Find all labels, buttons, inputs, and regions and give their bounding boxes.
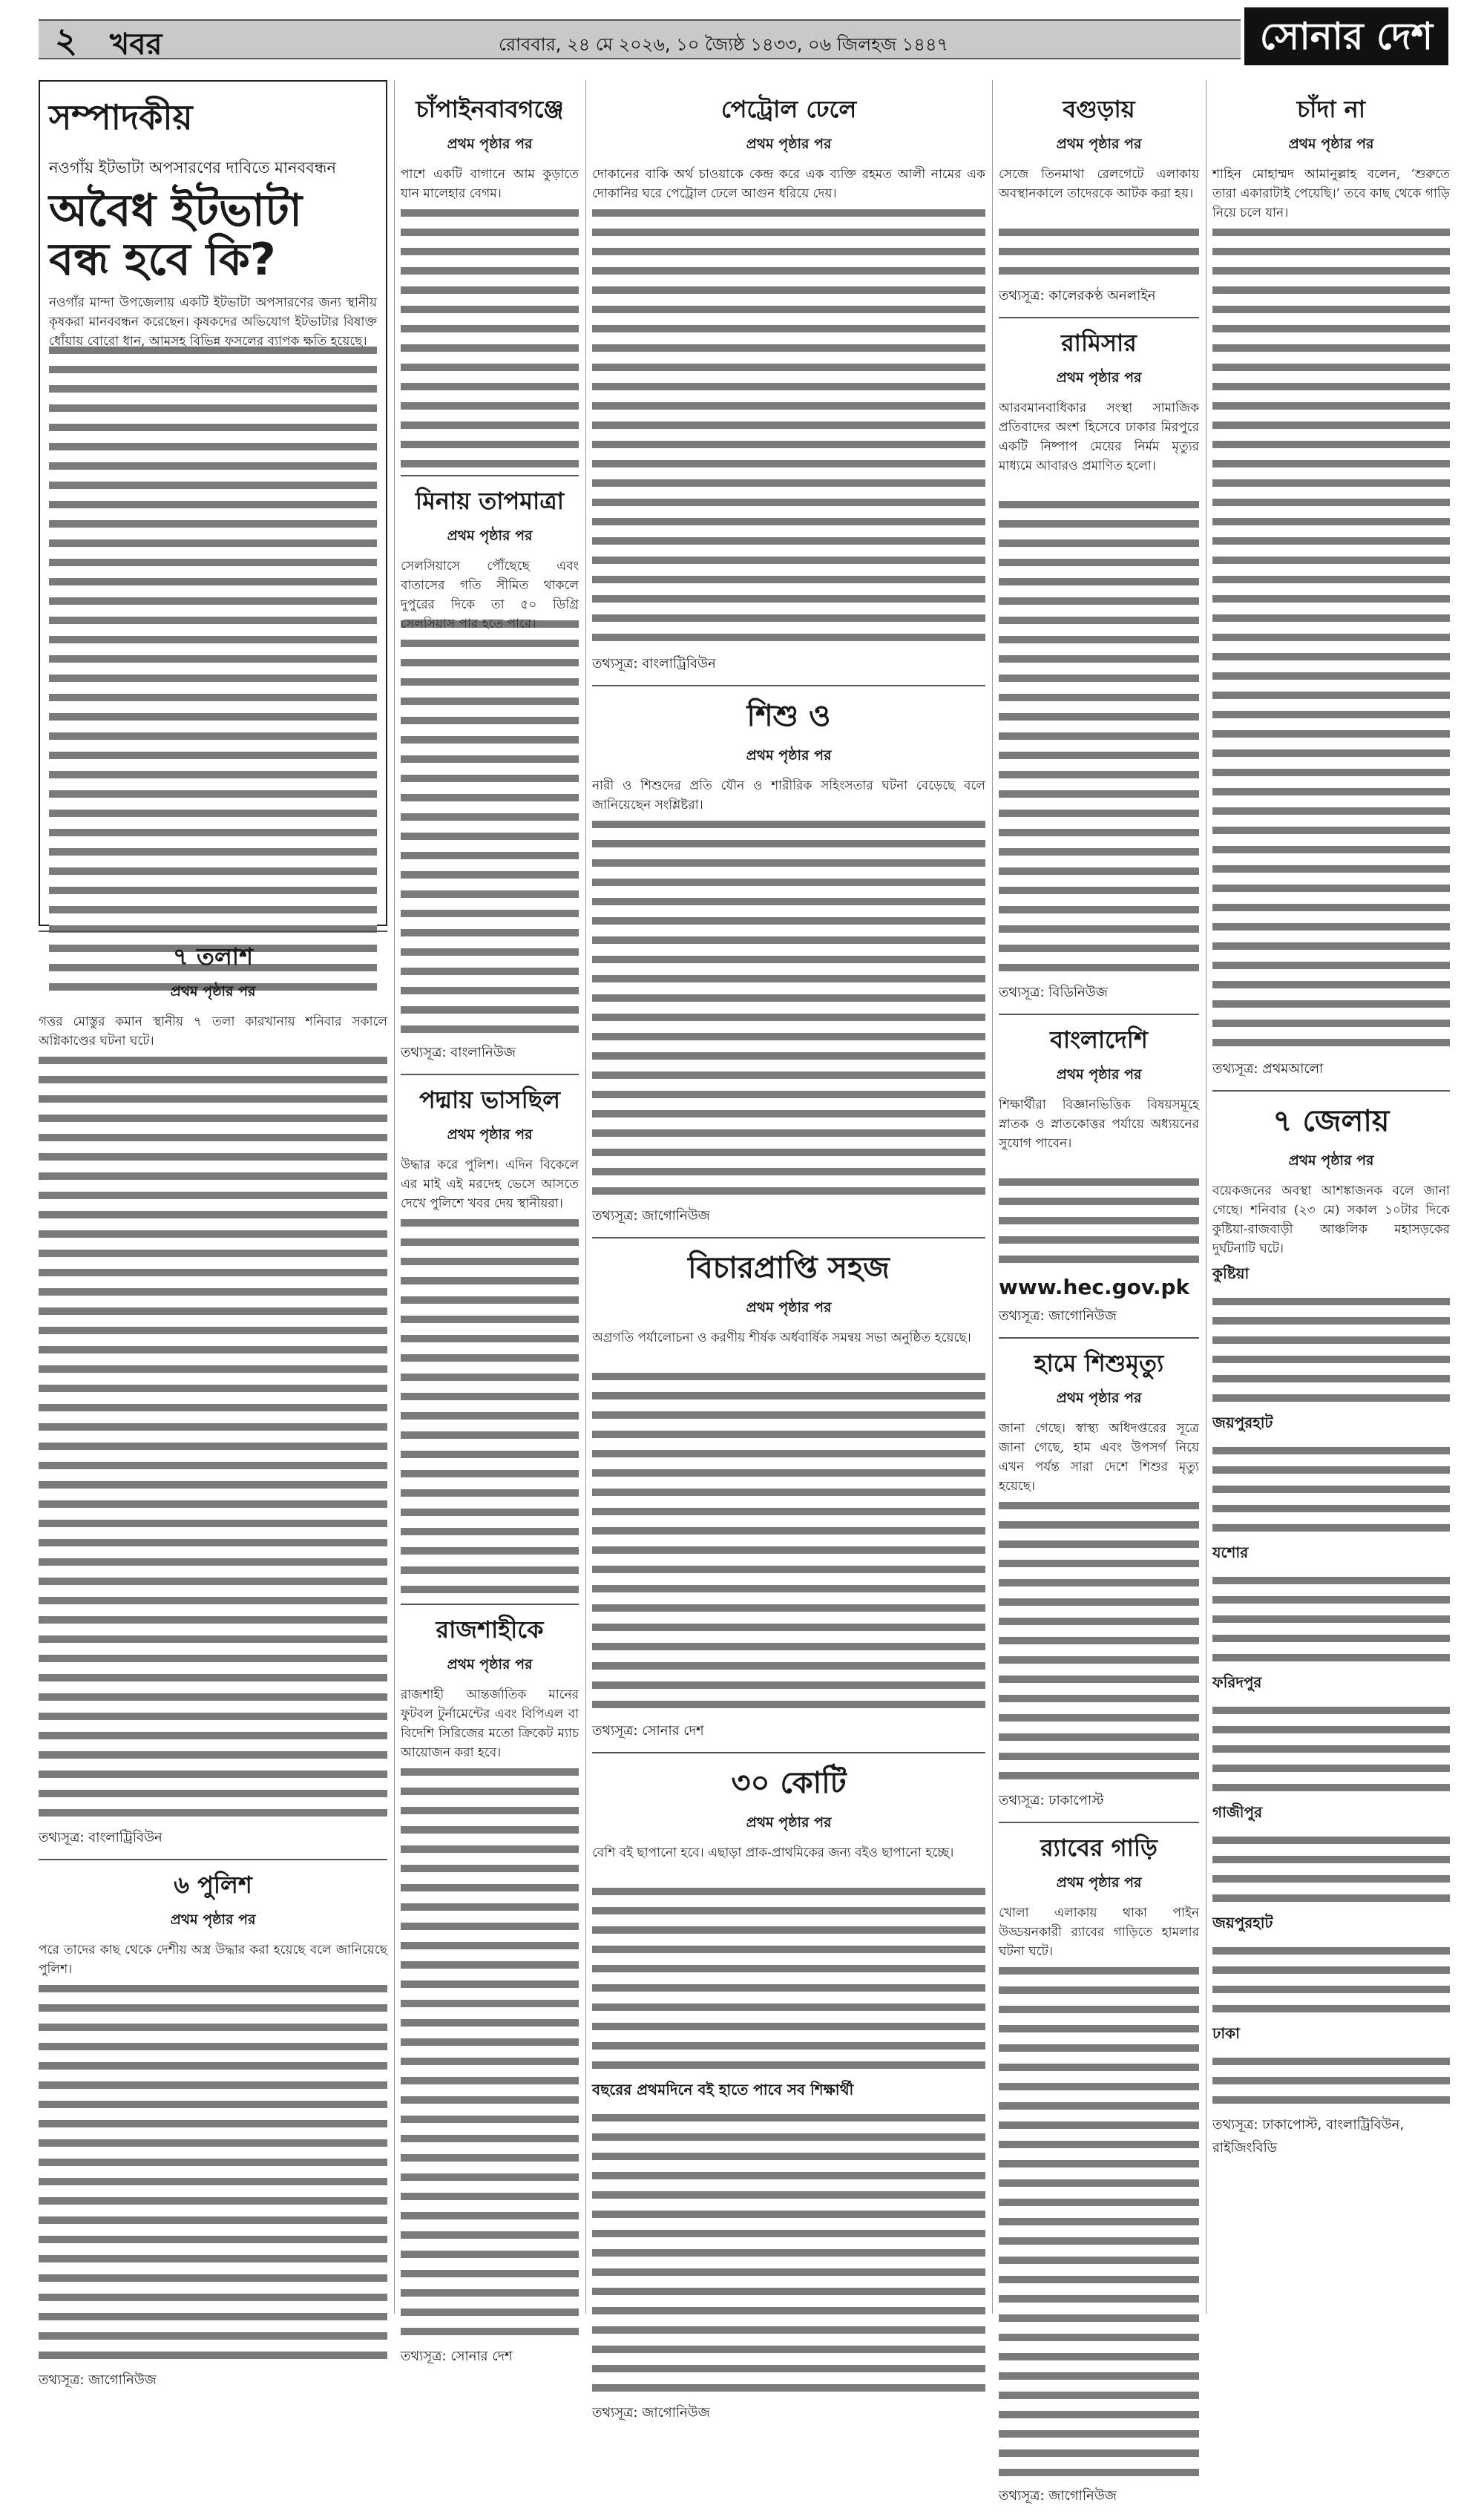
story-chanda-continued: প্রথম পৃষ্ঠার পর bbox=[1288, 136, 1374, 152]
story-7jela-source: তথ্যসূত্র: ঢাকাপোস্ট, বাংলাট্রিবিউন, রাইজিংবিডি bbox=[1212, 2117, 1405, 2156]
story-bichar-source: তথ্যসূত্র: সোনার দেশ bbox=[592, 1723, 704, 1739]
story-rab-headline: র‍্যাবের গাড়ি bbox=[999, 1822, 1199, 1869]
column-1 bbox=[39, 80, 387, 2401]
story-rajshahi-body bbox=[401, 1762, 579, 2341]
story-7tala-source: তথ্যসূত্র: বাংলাট্রিবিউন bbox=[39, 1830, 162, 1845]
story-7jela-subhead-faridpur: ফরিদপুর bbox=[1212, 1673, 1262, 1691]
story-7jela-body-1 bbox=[1212, 1292, 1450, 1408]
story-shishu-source: তথ্যসূত্র: জাগোনিউজ bbox=[592, 1208, 710, 1224]
story-6police-body bbox=[39, 1979, 387, 2365]
story-7jela-body-6 bbox=[1212, 1941, 1450, 2018]
story-bogura-source: তথ্যসূত্র: কালেরকণ্ঠ অনলাইন bbox=[999, 288, 1156, 303]
story-petrol-lead: দোকানের বাকি অর্থ চাওয়াকে কেন্দ্র করে এক ব্যক্তি রহমত আলী নামের এক দোকানির ঘরে পেট্রোল ঢেলে আগুন ধরিয়ে দেয়। bbox=[592, 167, 985, 201]
editorial-kicker: সম্পাদকীয় bbox=[49, 97, 193, 137]
story-minay-continued: প্রথম পৃষ্ঠার পর bbox=[447, 528, 533, 544]
story-6police-source: তথ্যসূত্র: জাগোনিউজ bbox=[39, 2372, 157, 2388]
story-shishu-body bbox=[592, 815, 985, 1201]
story-bangladeshi-body bbox=[999, 1172, 1199, 1269]
story-7jela-body-2 bbox=[1212, 1441, 1450, 1538]
story-bogura-headline: বগুড়ায় bbox=[1063, 95, 1135, 123]
story-ramisar-body bbox=[999, 495, 1199, 977]
column-2 bbox=[401, 80, 579, 2377]
story-bichar-headline: বিচারপ্রাপ্তি সহজ bbox=[592, 1237, 985, 1294]
story-rab-body bbox=[999, 1961, 1199, 2481]
story-minay-body bbox=[401, 614, 579, 1037]
story-padma-lead: উদ্ধার করে পুলিশ। এদিন বিকেলে এর মাই এই মরদেহ ভেসে আসতে দেখে পুলিশে খবর দেয় স্থানীয়রা। bbox=[401, 1158, 579, 1211]
editorial-headline: অবৈধ ইটভাটা বন্ধ হবে কি? bbox=[49, 185, 303, 286]
story-chanda-body bbox=[1212, 223, 1450, 1054]
story-ramisar-lead: আরবমানবাধিকার সংস্থা সামাজিক প্রতিবাদের অংশ হিসেবে ঢাকার মিরপুরে একটি নিষ্পাপ মেয়ের নির্মম মৃত্যুর মাধ্যমে আবারও প্রমাণিত হলো। bbox=[999, 401, 1199, 473]
column-5 bbox=[1212, 80, 1450, 2169]
story-hame-continued: প্রথম পৃষ্ঠার পর bbox=[1056, 1390, 1142, 1406]
story-rajshahi-headline: রাজশাহীকে bbox=[401, 1604, 579, 1651]
story-7tala-lead: গত্তর মোস্তুর কমান স্থানীয় ৭ তলা কারখানায় শনিবার সকালে অগ্নিকাণ্ডের ঘটনা ঘটে। bbox=[39, 1014, 387, 1049]
story-petrol-continued: প্রথম পৃষ্ঠার পর bbox=[746, 136, 832, 152]
story-rab-lead: খোলা এলাকায় থাকা পাইন উড্ডয়নকারী র‍্যাবের গাড়িতে হামলার ঘটনা ঘটে। bbox=[999, 1906, 1199, 1959]
story-hame-body bbox=[999, 1496, 1199, 1785]
story-petrol-headline: পেট্রোল ঢেলে bbox=[720, 95, 857, 123]
story-rajshahi-lead: রাজশাহী আন্তর্জাতিক মানের ফুটবল টুর্নামেন্টের এবং বিপিএল বা বিদেশি সিরিজের মতো ক্রিকেট ম্যাচ আয়োজন করা হবে। bbox=[401, 1687, 579, 1760]
story-7jela-body-3 bbox=[1212, 1571, 1450, 1667]
story-7tala-continued: প্রথম পৃষ্ঠার পর bbox=[170, 983, 256, 1000]
story-bogura-lead: সেজে তিনমাথা রেলগেটে এলাকায় অবস্থানকালে তাদেরকে আটক করা হয়। bbox=[999, 167, 1199, 201]
story-hame-lead: জানা গেছে। স্বাস্থ্য অধিদপ্তরের সূত্রে জানা গেছে, হাম এবং উপসর্গ নিয়ে এখন পর্যন্ত সারা দেশে শিশুর মৃত্যু হয়েছে। bbox=[999, 1421, 1199, 1494]
story-7jela-subhead-gazipur: গাজীপুর bbox=[1212, 1803, 1263, 1821]
story-7jela-subhead-joypurhat: জয়পুরহাট bbox=[1212, 1414, 1273, 1431]
story-shishu-lead: নারী ও শিশুদের প্রতি যৌন ও শারীরিক সহিংসতার ঘটনা বেড়েছে বলে জানিয়েছেন সংশ্লিষ্টরা। bbox=[592, 778, 985, 813]
story-7jela-continued: প্রথম পৃষ্ঠার পর bbox=[1288, 1152, 1374, 1169]
story-ramisar-continued: প্রথম পৃষ্ঠার পর bbox=[1056, 370, 1142, 386]
story-petrol-source: তথ্যসূত্র: বাংলাট্রিবিউন bbox=[592, 656, 716, 672]
story-7jela-subhead-dhaka: ঢাকা bbox=[1212, 2024, 1240, 2042]
story-rab-source: তথ্যসূত্র: জাগোনিউজ bbox=[999, 2488, 1117, 2504]
story-rajshahi-source: তথ্যসূত্র: সোনার দেশ bbox=[401, 2349, 513, 2364]
story-ramisar-source: তথ্যসূত্র: বিডিনিউজ bbox=[999, 985, 1108, 1000]
column-rule bbox=[394, 80, 395, 2314]
story-chapai-continued: প্রথম পৃষ্ঠার পর bbox=[447, 136, 533, 152]
story-shishu-continued: প্রথম পৃষ্ঠার পর bbox=[746, 747, 832, 764]
story-hame-headline: হামে শিশুমৃত্যু bbox=[999, 1337, 1199, 1385]
story-chanda-headline: চাঁদা না bbox=[1296, 95, 1366, 123]
story-padma-headline: পদ্মায় ভাসছিল bbox=[401, 1074, 579, 1121]
story-6police-continued: প্রথম পৃষ্ঠার পর bbox=[170, 1911, 256, 1928]
story-bogura-continued: প্রথম পৃষ্ঠার পর bbox=[1056, 136, 1142, 152]
story-shishu-headline: শিশু ও bbox=[592, 685, 985, 742]
story-30koti-headline: ৩০ কোটি bbox=[592, 1752, 985, 1809]
story-7jela-body-4 bbox=[1212, 1701, 1450, 1797]
section-label: খবর bbox=[110, 27, 162, 62]
story-7tala-headline: ৭ তলাশ bbox=[39, 931, 387, 978]
column-rule bbox=[585, 80, 586, 2314]
story-7jela-headline: ৭ জেলায় bbox=[1212, 1090, 1450, 1147]
editorial-lead: নওগাঁর মান্দা উপজেলায় একটি ইটভাটা অপসারণের জন্য স্থানীয় কৃষকরা মানববন্ধন করেছেন। কৃষকদের অভিযোগ ইটভাটার বিষাক্ত ধোঁয়ায় বোরো ধান, আমসহ বিভিন্ন ফসলের ব্যাপক ক্ষতি হয়েছে। bbox=[49, 295, 377, 349]
column-3 bbox=[592, 80, 985, 2434]
story-7jela-lead: বয়েকজনের অবস্থা আশঙ্কাজনক বলে জানা গেছে। শনিবার (২৩ মে) সকাল ১০টার দিকে কুষ্টিয়া-রাজবাড়ী আঞ্চলিক মহাসড়কের দুর্ঘটনাটি ঘটে। bbox=[1212, 1184, 1450, 1256]
column-rule bbox=[992, 80, 993, 2314]
story-ramisar-headline: রামিসার bbox=[999, 317, 1199, 364]
dateline: রোববার, ২৪ মে ২০২৬, ১০ জ্যৈষ্ঠ ১৪৩৩, ০৬ জিলহজ ১৪৪৭ bbox=[499, 34, 949, 55]
story-bangladeshi-source: তথ্যসূত্র: জাগোনিউজ bbox=[999, 1308, 1117, 1324]
story-30koti-source: তথ্যসূত্র: জাগোনিউজ bbox=[592, 2405, 710, 2421]
story-bangladeshi-continued: প্রথম পৃষ্ঠার পর bbox=[1056, 1066, 1142, 1083]
story-7jela-subhead-kushtia: কুষ্টিয়া bbox=[1212, 1264, 1250, 1282]
story-7jela-subhead-jashore: যশোর bbox=[1212, 1543, 1249, 1561]
story-minay-lead: সেলসিয়াসে পৌঁছেছে এবং বাতাসের গতি সীমিত থাকলে দুপুরের দিকে তা ৫০ ডিগ্রি সেলসিয়াস পার হতে পারে। bbox=[401, 559, 579, 631]
story-bangladeshi-url[interactable]: www.hec.gov.pk bbox=[999, 1275, 1190, 1299]
story-30koti-continued: প্রথম পৃষ্ঠার পর bbox=[746, 1814, 832, 1831]
story-chapai-headline: চাঁপাইনবাবগঞ্জে bbox=[416, 95, 564, 123]
story-padma-continued: প্রথম পৃষ্ঠার পর bbox=[447, 1126, 533, 1143]
story-30koti-lead: বেশি বই ছাপানো হবে। এছাড়া প্রাক-প্রাথমিকের জন্য বইও ছাপানো হচ্ছে। bbox=[592, 1845, 954, 1860]
story-30koti-subhead: বছরের প্রথমদিনে বই হাতে পাবে সব শিক্ষার্থী bbox=[592, 2081, 854, 2098]
story-30koti-body bbox=[592, 1882, 985, 2075]
story-minay-headline: মিনায় তাপমাত্রা bbox=[401, 475, 579, 522]
story-petrol-body bbox=[592, 203, 985, 649]
page-number: ২ bbox=[55, 20, 77, 60]
story-chanda-lead: শাহিন মোহাম্মদ আমানুল্লাহ বলেন, ‘শুরুতে তারা একারাটাই পেয়েছি।’ তবে কাছ থেকে গাড়ি নিয়ে চলে যান। bbox=[1212, 167, 1450, 220]
story-padma-body bbox=[401, 1213, 579, 1599]
story-hame-source: তথ্যসূত্র: ঢাকাপোস্ট bbox=[999, 1793, 1104, 1808]
masthead bbox=[39, 7, 1448, 65]
story-7jela-body-5 bbox=[1212, 1831, 1450, 1908]
story-7jela-subhead-joypurhat-2: জয়পুরহাট bbox=[1212, 1914, 1273, 1932]
story-6police-headline: ৬ পুলিশ bbox=[39, 1859, 387, 1906]
editorial-body bbox=[49, 341, 377, 994]
editorial-box bbox=[39, 80, 387, 926]
story-bogura-body bbox=[999, 223, 1199, 280]
story-6police-lead: পরে তাদের কাছ থেকে দেশীয় অস্ত্র উদ্ধার করা হয়েছে বলে জানিয়েছে পুলিশ। bbox=[39, 1943, 387, 1977]
story-chapai-body bbox=[401, 203, 579, 470]
story-minay-source: তথ্যসূত্র: বাংলানিউজ bbox=[401, 1045, 516, 1060]
story-7tala-body bbox=[39, 1051, 387, 1822]
story-bichar-body bbox=[592, 1367, 985, 1716]
story-rab-continued: প্রথম পৃষ্ঠার পর bbox=[1056, 1874, 1142, 1891]
story-bangladeshi-lead: শিক্ষার্থীরা বিজ্ঞানভিত্তিক বিষয়সমূহে স্নাতক ও স্নাতকোত্তর পর্যায়ে অধ্যয়নের সুযোগ পাবেন। bbox=[999, 1097, 1199, 1151]
story-bichar-continued: প্রথম পৃষ্ঠার পর bbox=[746, 1299, 832, 1316]
editorial-strap: নওগাঁয় ইটভাটা অপসারণের দাবিতে মানববন্ধন bbox=[49, 159, 337, 177]
column-4 bbox=[999, 80, 1199, 2517]
story-7jela-body-7 bbox=[1212, 2052, 1450, 2110]
story-rajshahi-continued: প্রথম পৃষ্ঠার পর bbox=[447, 1656, 533, 1673]
story-bichar-lead: অগ্রগতি পর্যালোচনা ও করণীয় শীর্ষক অর্ধবার্ষিক সমন্বয় সভা অনুষ্ঠিত হয়েছে। bbox=[592, 1330, 971, 1345]
story-bangladeshi-headline: বাংলাদেশি bbox=[999, 1014, 1199, 1061]
story-chanda-source: তথ্যসূত্র: প্রথমআলো bbox=[1212, 1061, 1324, 1077]
story-chapai-lead: পাশে একটি বাগানে আম কুড়াতে যান মালেহার বেগম। bbox=[401, 167, 579, 201]
newspaper-brand: সোনার দেশ bbox=[1244, 7, 1448, 65]
story-30koti-body-2 bbox=[592, 2108, 985, 2398]
